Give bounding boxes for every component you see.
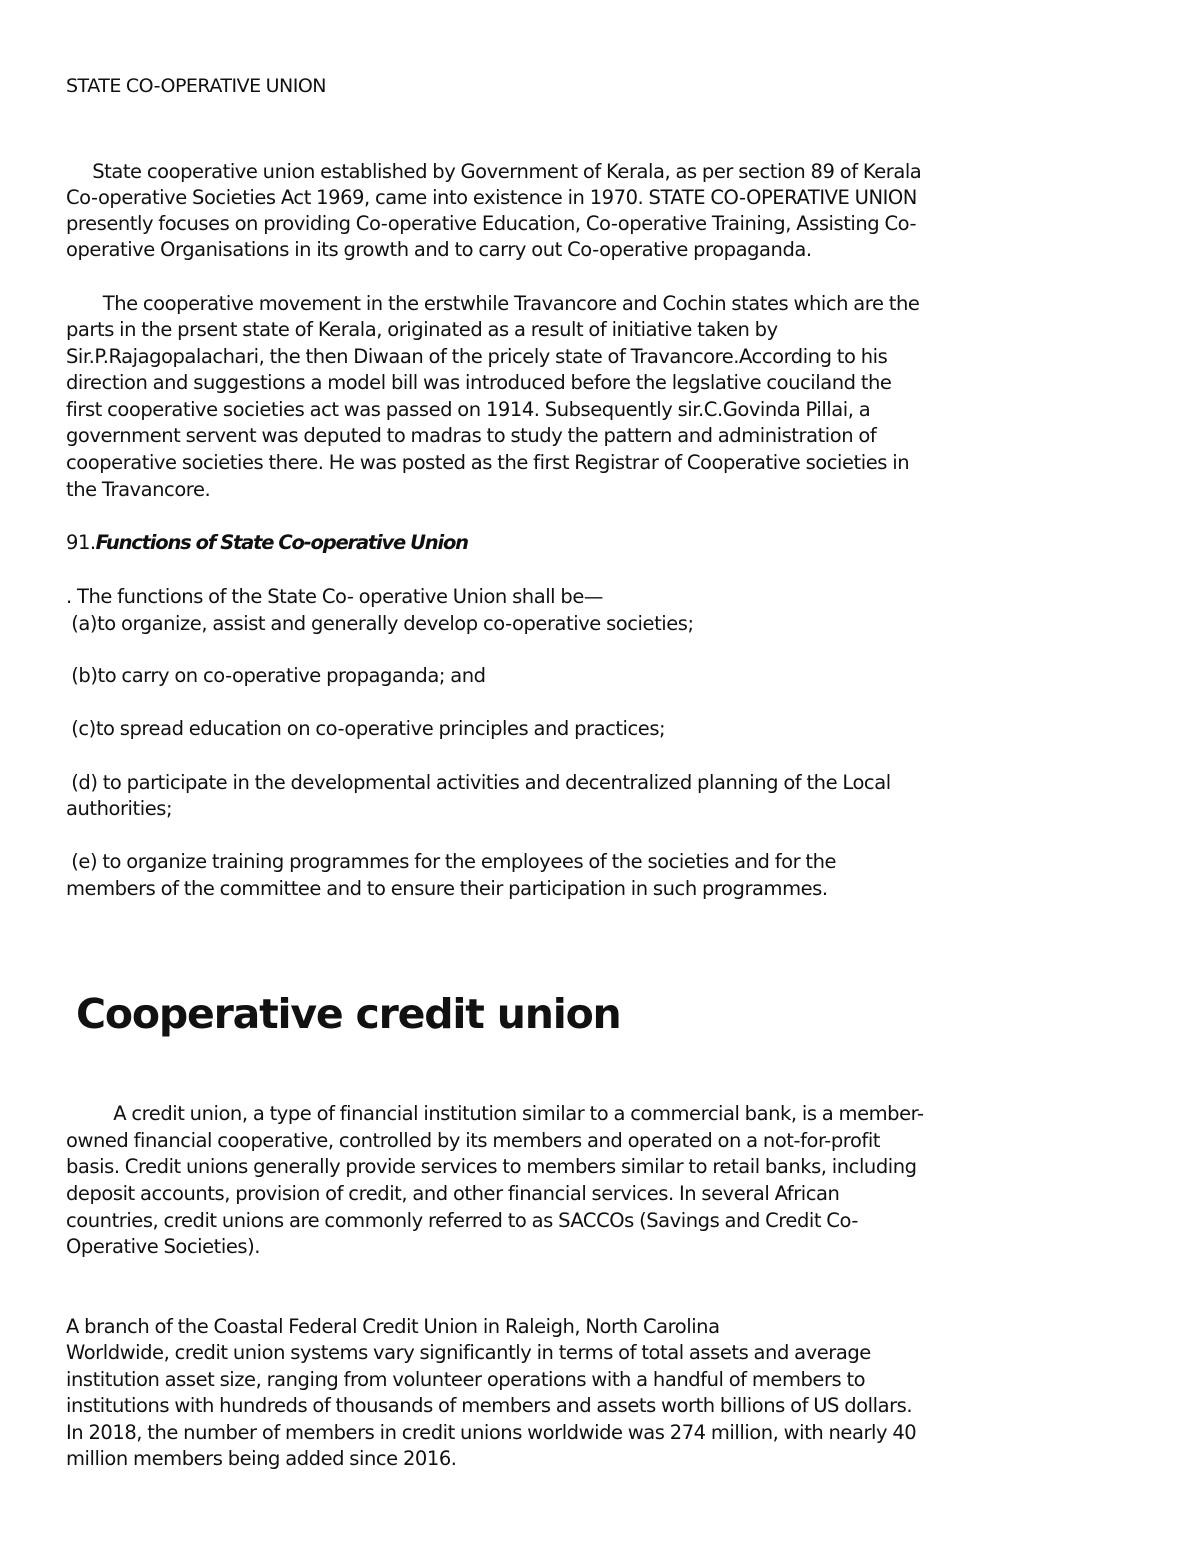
credit-para2-line-2: Worldwide, credit union systems vary significantly in terms of total assets and average [66, 1341, 871, 1364]
para2-line-7: cooperative societies there. He was posted as the first Registrar of Cooperative societies in [66, 451, 910, 474]
credit-union-heading: Cooperative credit union [76, 990, 621, 1038]
function-item-e-line-1: (e) to organize training programmes for the employees of the societies and for the [66, 850, 837, 873]
function-item-d-line-1: (d) to participate in the developmental activities and decentralized planning of the Local [66, 771, 891, 794]
credit-para2-line-1: A branch of the Coastal Federal Credit Union in Raleigh, North Carolina [66, 1315, 720, 1338]
credit-para1-line-6: Operative Societies). [66, 1235, 261, 1258]
credit-para1-line-1: A credit union, a type of financial institution similar to a commercial bank, is a member- [66, 1102, 924, 1125]
para2-line-3: Sir.P.Rajagopalachari, the then Diwaan of the pricely state of Travancore.According to his [66, 345, 888, 368]
credit-para2-line-3: institution asset size, ranging from volunteer operations with a handful of members to [66, 1368, 866, 1391]
section-number: 91. [66, 531, 96, 554]
function-item-d-line-2: authorities; [66, 797, 173, 820]
function-item-b: (b)to carry on co-operative propaganda; and [66, 664, 486, 687]
credit-para1-line-4: deposit accounts, provision of credit, and other financial services. In several African [66, 1182, 840, 1205]
credit-para1-line-3: basis. Credit unions generally provide services to members similar to retail banks, including [66, 1155, 917, 1178]
credit-para1-line-2: owned financial cooperative, controlled by its members and operated on a not-for-profit [66, 1129, 881, 1152]
para1-line-1: State cooperative union established by Government of Kerala, as per section 89 of Kerala [66, 160, 922, 183]
section-intro: . The functions of the State Co- operative Union shall be— [66, 585, 603, 608]
para1-line-4: operative Organisations in its growth and to carry out Co-operative propaganda. [66, 238, 812, 261]
section-title: Functions of State Co-operative Union [95, 531, 468, 554]
para2-line-5: first cooperative societies act was passed on 1914. Subsequently sir.C.Govinda Pillai, a [66, 398, 871, 421]
para1-line-3: presently focuses on providing Co-operative Education, Co-operative Training, Assisting Co- [66, 212, 917, 235]
credit-para1-line-5: countries, credit unions are commonly referred to as SACCOs (Savings and Credit Co- [66, 1209, 858, 1232]
para2-line-6: government servent was deputed to madras to study the pattern and administration of [66, 424, 877, 447]
para1-line-2: Co-operative Societies Act 1969, came into existence in 1970. STATE CO-OPERATIVE UNION [66, 186, 917, 209]
function-item-e-line-2: members of the committee and to ensure their participation in such programmes. [66, 877, 828, 900]
section-91-heading [66, 530, 468, 556]
para2-line-1: The cooperative movement in the erstwhile Travancore and Cochin states which are the [66, 292, 920, 315]
function-item-a: (a)to organize, assist and generally develop co-operative societies; [66, 612, 694, 635]
credit-para2-line-5: In 2018, the number of members in credit unions worldwide was 274 million, with nearly 40 [66, 1421, 917, 1444]
para2-line-8: the Travancore. [66, 478, 211, 501]
credit-para2-line-4: institutions with hundreds of thousands of members and assets worth billions of US dollars. [66, 1394, 913, 1417]
document-title: STATE CO-OPERATIVE UNION [66, 75, 327, 97]
credit-para2-line-6: million members being added since 2016. [66, 1447, 457, 1470]
para2-line-4: direction and suggestions a model bill was introduced before the legslative couciland the [66, 371, 892, 394]
para2-line-2: parts in the prsent state of Kerala, originated as a result of initiative taken by [66, 318, 778, 341]
function-item-c: (c)to spread education on co-operative principles and practices; [66, 717, 666, 740]
